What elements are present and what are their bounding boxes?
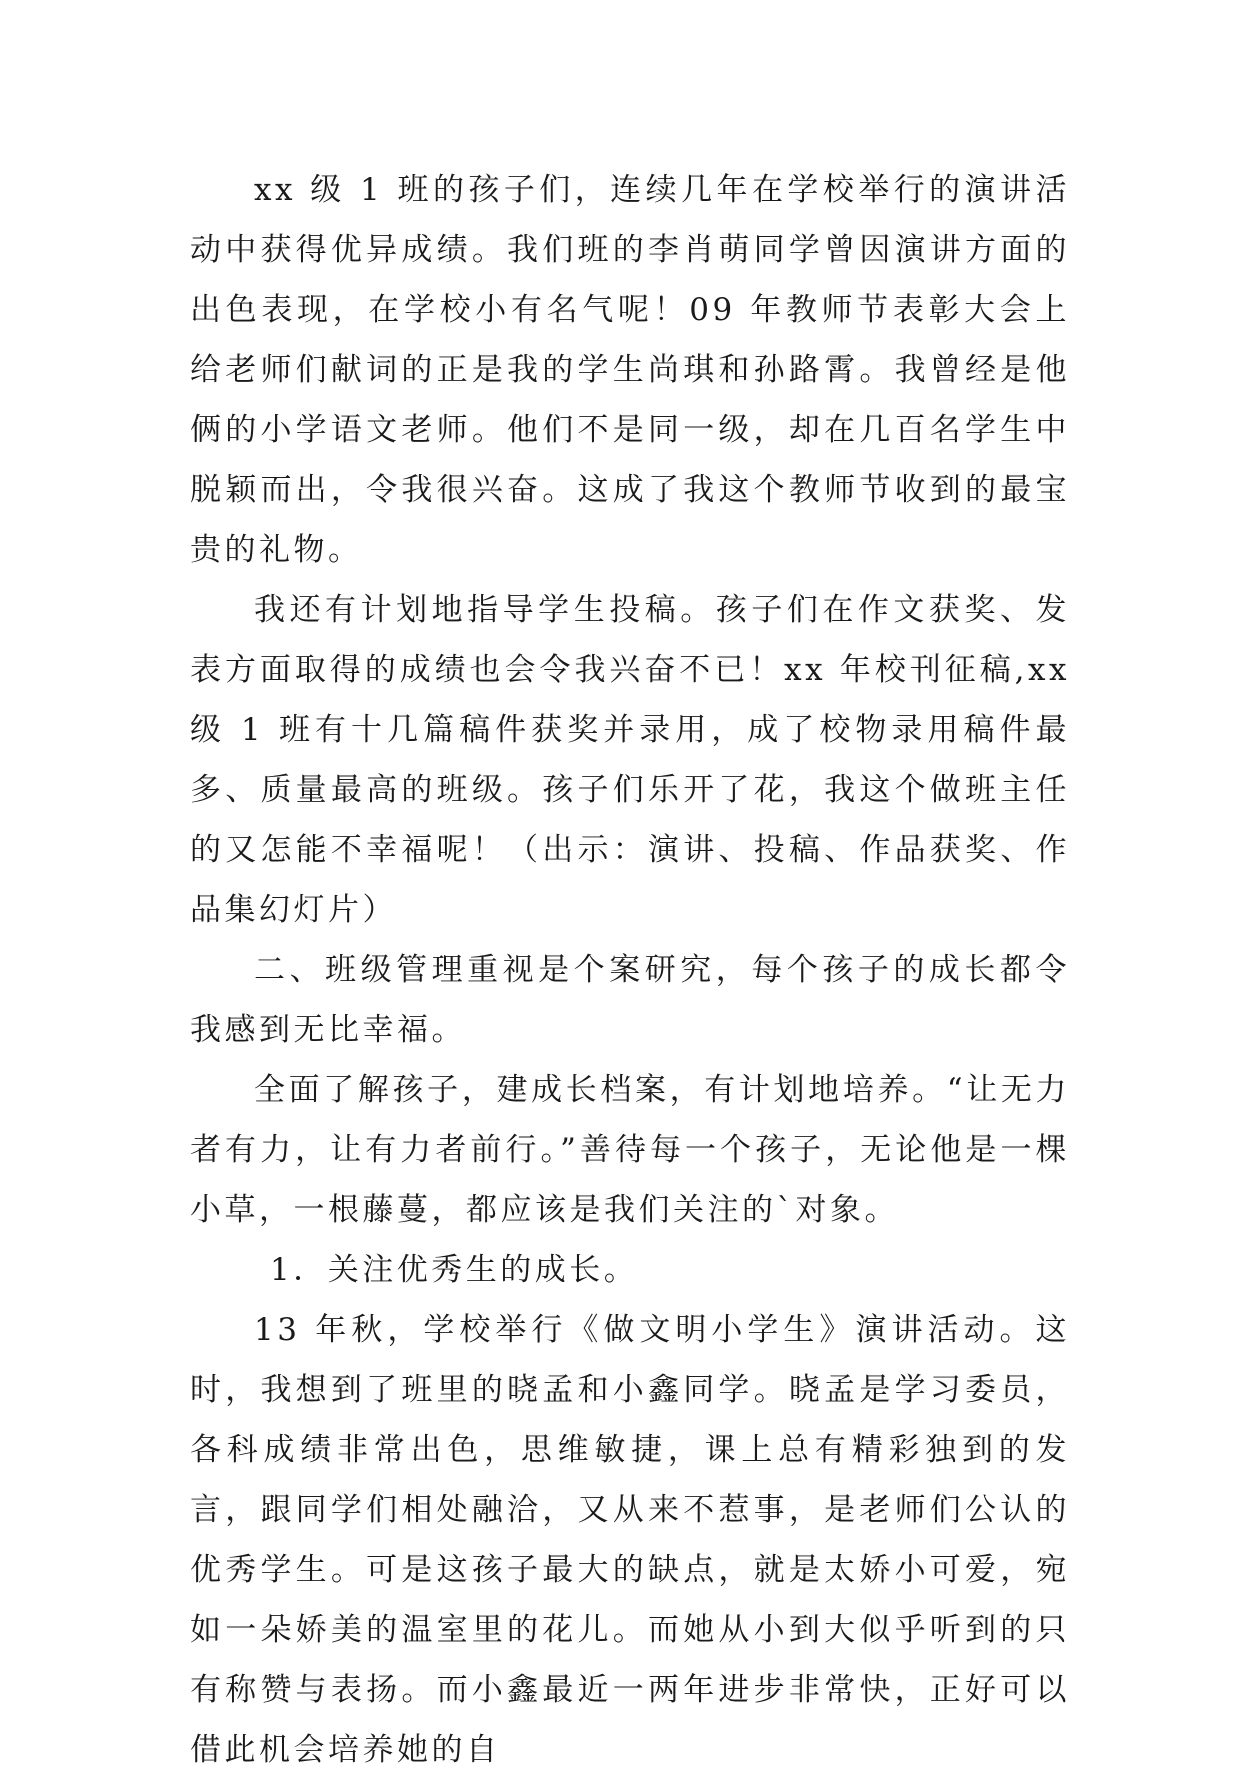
paragraph-speech-activity: 13 年秋，学校举行《做文明小学生》演讲活动。这时，我想到了班里的晓孟和小鑫同学。晓孟是学习委员，各科成绩非常出色，思维敏捷，课上总有精彩独到的发言，跟同学们相处融洽，又从来不惹事，是老师们公认的优秀学生。可是这孩子最大的缺点，就是太娇小可爱，宛如一朵娇美的温室里的花儿。而她从小到大似乎听到的只有称赞与表扬。而小鑫最近一两年进步非常快，正好可以借此机会培养她的自 — [190, 1312, 1070, 1768]
list-item-top-students: 1．关注优秀生的成长。 — [270, 1252, 639, 1288]
document-body — [190, 160, 1070, 1780]
paragraph-class-achievements: xx 级 1 班的孩子们，连续几年在学校举行的演讲活动中获得优异成绩。我们班的李肖萌同学曾因演讲方面的出色表现，在学校小有名气呢！09 年教师节表彰大会上给老师们献词的正是我的学生尚琪和孙路霄。我曾经是他俩的小学语文老师。他们不是同一级，却在几百名学生中脱颖而出，令我很兴奋。这成了我这个教师节收到的最宝贵的礼物。 — [190, 172, 1070, 568]
paragraph-student-submissions: 我还有计划地指导学生投稿。孩子们在作文获奖、发表方面取得的成绩也会令我兴奋不已！xx 年校刊征稿,xx 级 1 班有十几篇稿件获奖并录用，成了校物录用稿件最多、质量最高的班级。孩子们乐开了花，我这个做班主任的又怎能不幸福呢！（出示：演讲、投稿、作品获奖、作品集幻灯片） — [190, 592, 1070, 928]
section-heading-class-management: 二、班级管理重视是个案研究，每个孩子的成长都令我感到无比幸福。 — [190, 952, 1070, 1048]
paragraph-understanding-children: 全面了解孩子，建成长档案，有计划地培养。“让无力者有力，让有力者前行。”善待每一个孩子，无论他是一棵小草，一根藤蔓，都应该是我们关注的`对象。 — [190, 1072, 1070, 1228]
